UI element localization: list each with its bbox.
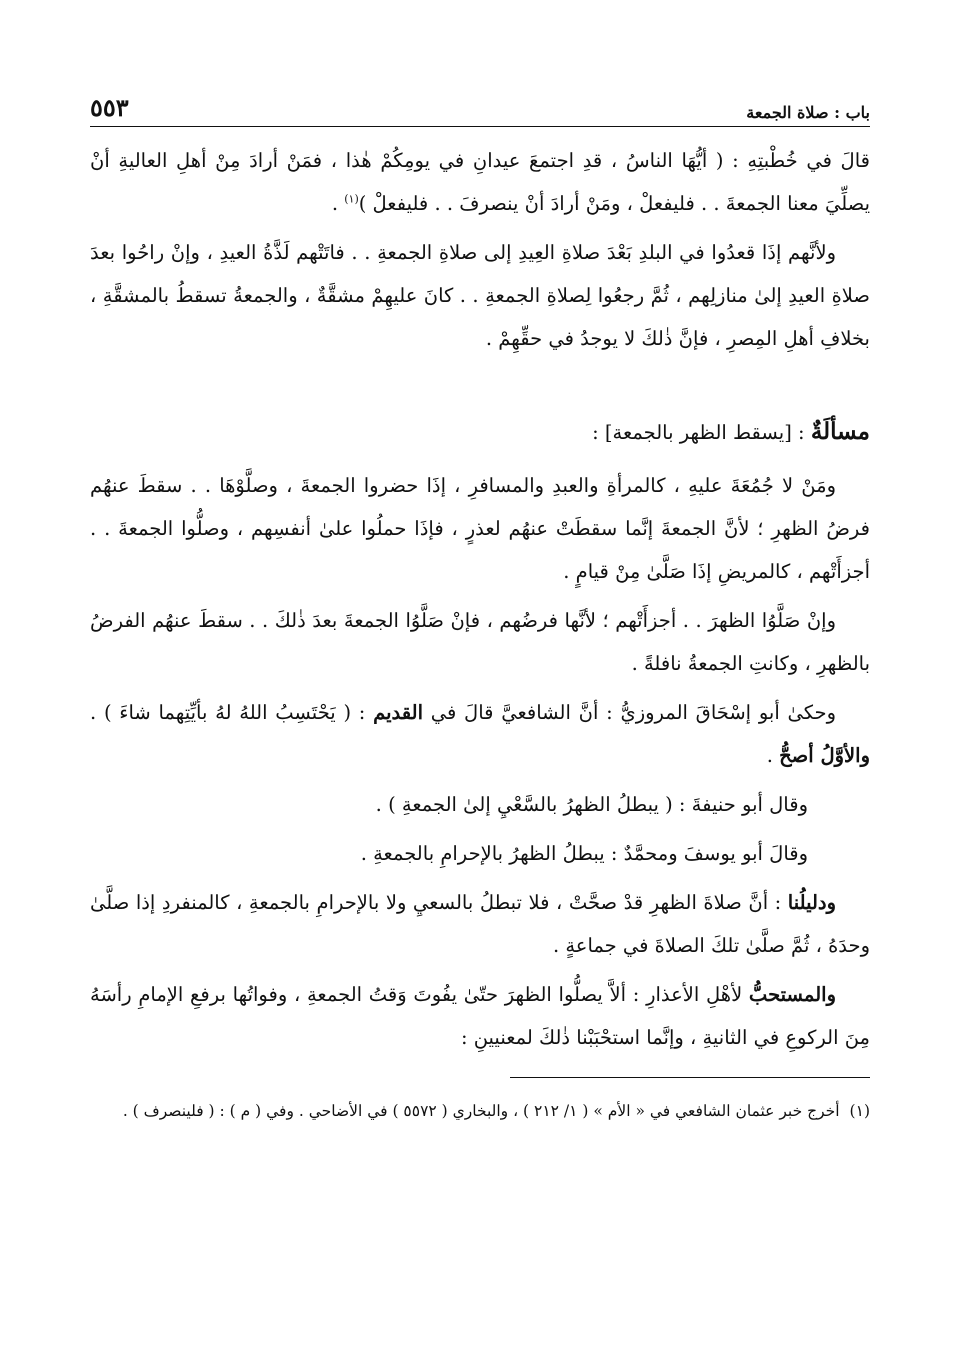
footnote-text: أخرج خبر عثمان الشافعي في « الأم » ( ١/ ٢١٢ ) ، والبخاري ( ٥٥٧٢ ) في الأضاحي . وفي ( م ) : ( فلينصرف ) . bbox=[122, 1102, 840, 1120]
paragraph-khutba-quote bbox=[90, 139, 870, 225]
paragraph-text: : ( يَحْتَسِبُ اللهُ لهُ بأيِّتِهما شاءَ ) . bbox=[90, 701, 374, 724]
term-recommended: والمستحبُّ bbox=[748, 983, 836, 1006]
footnote-number: (١) bbox=[849, 1102, 870, 1120]
footnote-marker: (١) bbox=[344, 192, 359, 206]
paragraph-abu-yusuf: وقالَ أبو يوسفَ ومحمَّدٌ : يبطلُ الظهرُ بالإحرامِ بالجمعةِ . bbox=[360, 842, 808, 865]
section-topic: : [يسقط الظهر بالجمعة] : bbox=[592, 421, 811, 444]
paragraph-text: : أنَّ صلاةَ الظهرِ قدْ صحَّتْ ، فلا تبطلُ بالسعيِ ولا بالإحرامِ بالجمعةِ ، كالمنفردِ إذا صلَّىٰ وحدَهُ ، ثُمَّ صلَّىٰ تلكَ الصلاةَ في جماعةٍ . bbox=[90, 891, 870, 957]
page-header bbox=[90, 84, 870, 127]
term-qadim: القديم bbox=[373, 701, 423, 724]
footnote bbox=[90, 1096, 870, 1126]
paragraph-marwazi-report bbox=[90, 691, 870, 777]
paragraph-no-jumuah: ومَنْ لا جُمُعَةَ عليهِ ، كالمرأةِ والعبدِ والمسافرِ ، إذَا حضروا الجمعةَ ، وصلَّوْهَا . . سقطَ عنهُم فرضُ الظهرِ ؛ لأنَّ الجمعةَ إنَّما سقطَتْ عنهُم لعذرٍ ، فإذَا حملُوا علىٰ أنفسِهم ، وصلُّوا الجمعةَ . . أجزأَتْهم ، كالمريضِ إذَا صَلَّىٰ مِنْ قيامٍ . bbox=[90, 474, 870, 583]
paragraph-reasoning: ولأنَّهم إذَا قعدُوا في البلدِ بَعْدَ صلاةِ العِيدِ إلى صلاةِ الجمعةِ . . فاتَتْهم لَذَّةُ العيدِ ، وإنْ راحُوا بعدَ صلاةِ العيدِ إلىٰ منازلِهم ، ثُمَّ رجعُوا لِصلاةِ الجمعةِ . . كانَ عليهِمْ مشقَّةٌ ، والجمعةُ تسقطُ بالمشقَّةِ ، بخلافِ أهلِ المِصرِ ، فإنَّ ذٰلكَ لا يوجدُ في حقِّهِمْ . bbox=[90, 241, 870, 350]
paragraph-recommended bbox=[90, 973, 870, 1059]
section-label: مسألَةٌ bbox=[810, 418, 870, 445]
running-head: باب : صلاة الجمعة bbox=[746, 103, 870, 122]
paragraph-text: لأهْلِ الأعذارِ : ألاَّ يصلُّوا الظهرَ حتّىٰ يفُوتَ وَقتُ الجمعةِ ، وفواتُها برفعِ الإمامِ رأسَهُ مِنَ الركوعِ في الثانيةِ ، وإنَّما استحْبَبْنا ذٰلكَ لمعنيينِ : bbox=[90, 983, 870, 1049]
book-page bbox=[90, 84, 870, 1324]
footnote-separator bbox=[510, 1077, 870, 1078]
section-heading bbox=[90, 410, 870, 454]
paragraph-text: وحكىٰ أبو إسْحَاقَ المروزيُّ : أنَّ الشافعيَّ قالَ في bbox=[423, 701, 836, 724]
paragraph-end: . bbox=[331, 192, 345, 215]
term-evidence: ودليلُنا bbox=[787, 891, 836, 914]
paragraph-evidence bbox=[90, 881, 870, 967]
paragraph-end: . bbox=[766, 744, 780, 767]
paragraph-prayed-dhuhr: وإنْ صَلَّوُا الظهرَ . . أجزأَتْهم ؛ لأنَّها فرضُهم ، فإنْ صَلَّوُا الجمعةَ بعدَ ذٰلكَ . . سقطَ عنهُم الفرضُ بالظهرِ ، وكانتِ الجمعةُ نافلةً . bbox=[90, 609, 870, 675]
section-spacer bbox=[90, 366, 870, 410]
paragraph-text: قالَ في خُطْبتِهِ : ( أيُّهَا الناسُ ، قدِ اجتمعَ عيدانِ في يومِكُمْ هٰذا ، فمَنْ أرادَ مِنْ أهلِ العاليةِ أنْ يصلِّيَ معنا الجمعةَ . . فليفعلْ ، ومَنْ أرادَ أنْ ينصرفَ . . فليفعلْ ) bbox=[90, 149, 870, 215]
page-number: ٥٥٣ bbox=[90, 93, 129, 122]
term-preferred-view: والأوَّلُ أصحُّ bbox=[779, 744, 870, 767]
paragraph-abu-hanifa: وقال أبو حنيفةَ : ( يبطلُ الظهرُ بالسَّعْيِ إلىٰ الجمعةِ ) . bbox=[375, 793, 808, 816]
main-text bbox=[90, 139, 870, 1059]
